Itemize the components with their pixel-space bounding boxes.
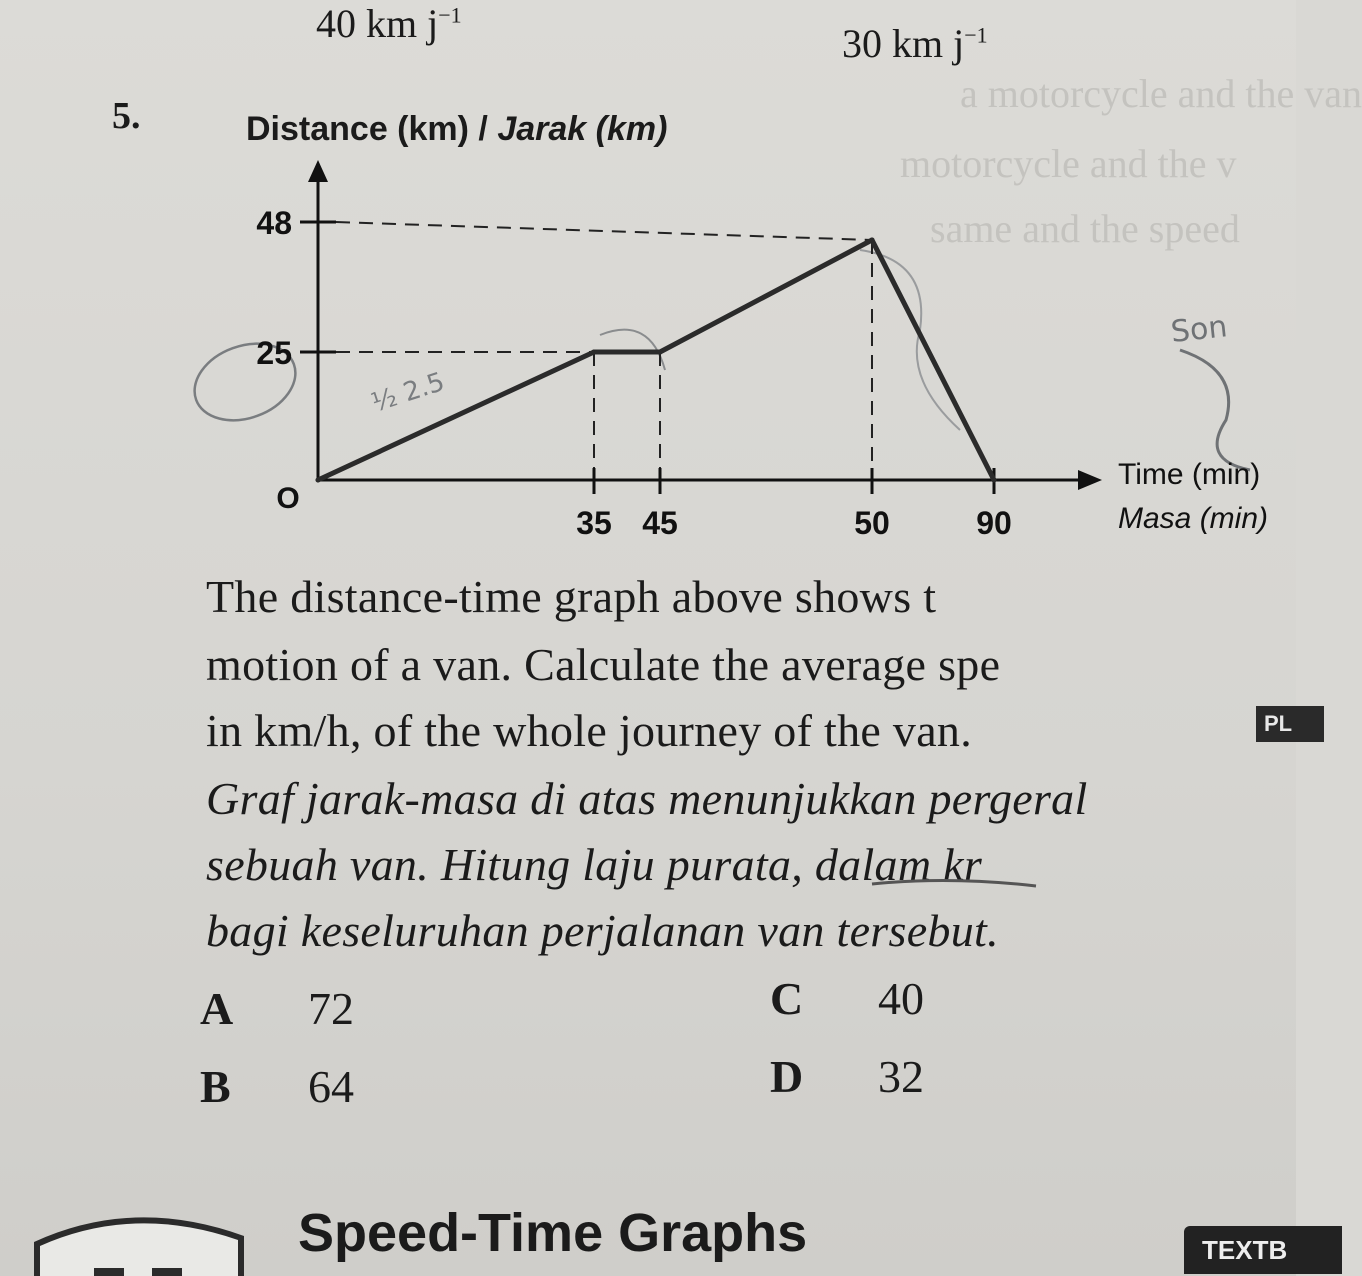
x-axis-arrowhead [1078, 470, 1102, 490]
y-tick-label: 25 [256, 335, 292, 371]
x-axis-label: Time (min) [1118, 458, 1261, 491]
x-tick-label: 90 [976, 505, 1012, 541]
chart-guide-lines [336, 222, 872, 468]
pencil-stroke [860, 250, 960, 430]
section-title: Speed-Time Graphs [298, 1203, 808, 1263]
data-point [870, 238, 875, 243]
question-number: 5. [112, 95, 141, 137]
y-tick-label: 48 [256, 205, 292, 241]
option-c[interactable]: C 40 [770, 973, 924, 1024]
chart-title: Distance (km) / Jarak (km) [246, 110, 668, 148]
x-tick-label: 45 [642, 505, 678, 541]
textbook-tab: TEXTB [1184, 1226, 1342, 1274]
question-text-ms-line: bagi keseluruhan perjalanan van tersebut. [206, 905, 999, 956]
chart-y-ticks [256, 205, 336, 371]
pl-badge: PL [1256, 706, 1324, 742]
previous-answer-speed-left: 40 km $j^{-1}$ [316, 1, 462, 46]
bleed-through-text: motorcycle and the v [900, 141, 1237, 186]
data-point [592, 350, 597, 355]
data-point [316, 478, 321, 483]
origin-label: O [276, 482, 300, 515]
handwritten-slope-note: ½ 2.5 [367, 367, 449, 419]
y-axis-arrowhead [308, 160, 328, 182]
pencil-stroke [1180, 350, 1250, 470]
bleed-through-text: a motorcycle and the van [960, 71, 1362, 116]
section-tab-shape [34, 1196, 264, 1276]
bleed-through-text: same and the speed [930, 206, 1240, 251]
x-tick-label: 50 [854, 505, 890, 541]
option-a[interactable]: A 72 [200, 983, 354, 1034]
chart-series [316, 238, 997, 483]
distance-time-chart [0, 140, 1296, 560]
question-text-en-line: in km/h, of the whole journey of the van. [206, 705, 973, 756]
question-text-en-line: The distance-time graph above shows t [206, 571, 937, 622]
x-axis-label-ms: Masa (min) [1118, 502, 1269, 535]
handwritten-side-note: Son [1169, 309, 1229, 350]
series-segment [872, 240, 994, 480]
pencil-underline [870, 874, 1040, 894]
question-text-en-line: motion of a van. Calculate the average spe [206, 639, 1001, 690]
question-text-ms-line: Graf jarak-masa di atas menunjukkan pergeral [206, 773, 1088, 824]
series-segment [660, 240, 872, 352]
y-guide-line [336, 222, 872, 240]
data-point [658, 350, 663, 355]
previous-answer-speed-right: 30 km $j^{-1}$ [842, 21, 988, 66]
option-b[interactable]: B 64 [200, 1061, 354, 1112]
question-text-ms-line: sebuah van. Hitung laju purata, dalam kr [206, 839, 983, 890]
data-point [992, 478, 997, 483]
x-tick-label: 35 [576, 505, 612, 541]
option-d[interactable]: D 32 [770, 1051, 924, 1102]
series-segment [318, 352, 594, 480]
